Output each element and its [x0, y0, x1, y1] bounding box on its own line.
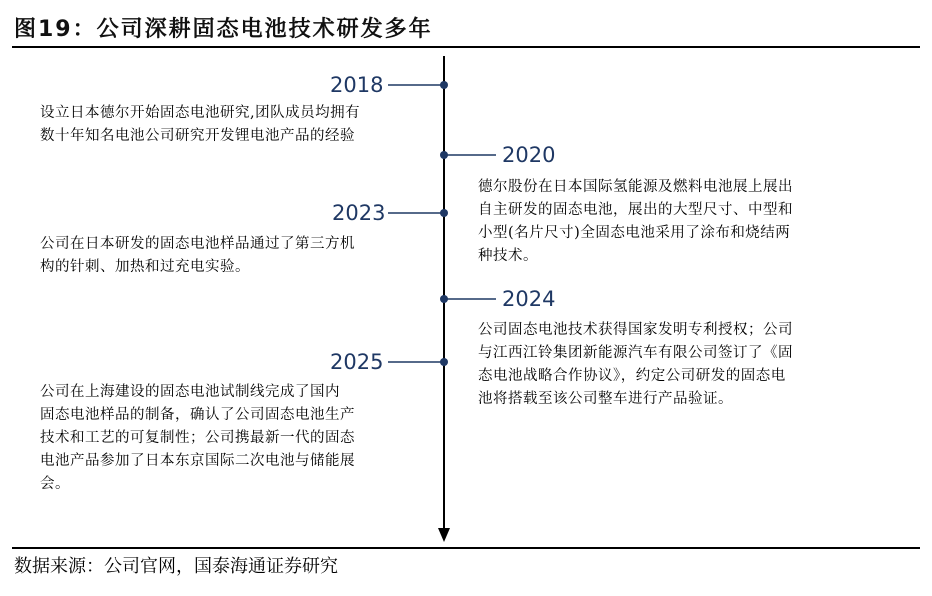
year-2025: 2025 [330, 350, 384, 374]
node-2020 [440, 151, 448, 159]
timeline-arrowhead [438, 528, 450, 542]
node-2023 [440, 209, 448, 217]
bottom-rule [12, 547, 920, 549]
event-2020-text: 德尔股份在日本国际氢能源及燃料电池展上展出 自主研发的固态电池，展出的大型尺寸、中型和 小型(名片尺寸)全固态电池采用了涂布和烧结两 种技术。 [478, 179, 793, 264]
figure-title: 图19：公司深耕固态电池技术研发多年 [14, 17, 433, 42]
event-2025-text: 公司在上海建设的固态电池试制线完成了国内 固态电池样品的制备，确认了公司固态电池生产 技术和工艺的可复制性；公司携最新一代的固态 电池产品参加了日本东京国际二次电池与储能展 会。 [40, 384, 355, 492]
year-2024: 2024 [502, 287, 556, 311]
event-2018-text: 设立日本德尔开始固态电池研究,团队成员均拥有 数十年知名电池公司研究开发锂电池产品的经验 [40, 105, 361, 144]
year-2018: 2018 [330, 73, 384, 97]
source-note: 数据来源：公司官网，国泰海通证券研究 [14, 556, 338, 577]
year-2023: 2023 [332, 201, 386, 225]
node-2025 [440, 358, 448, 366]
event-2023-text: 公司在日本研发的固态电池样品通过了第三方机 构的针刺、加热和过充电实验。 [40, 236, 355, 275]
node-2018 [440, 81, 448, 89]
event-2024-text: 公司固态电池技术获得国家发明专利授权；公司 与江西江铃集团新能源汽车有限公司签订了《固 态电池战略合作协议》，约定公司研发的固态电 池将搭载至该公司整车进行产品验证。 [478, 322, 793, 407]
year-2020: 2020 [502, 143, 556, 167]
node-2024 [440, 295, 448, 303]
